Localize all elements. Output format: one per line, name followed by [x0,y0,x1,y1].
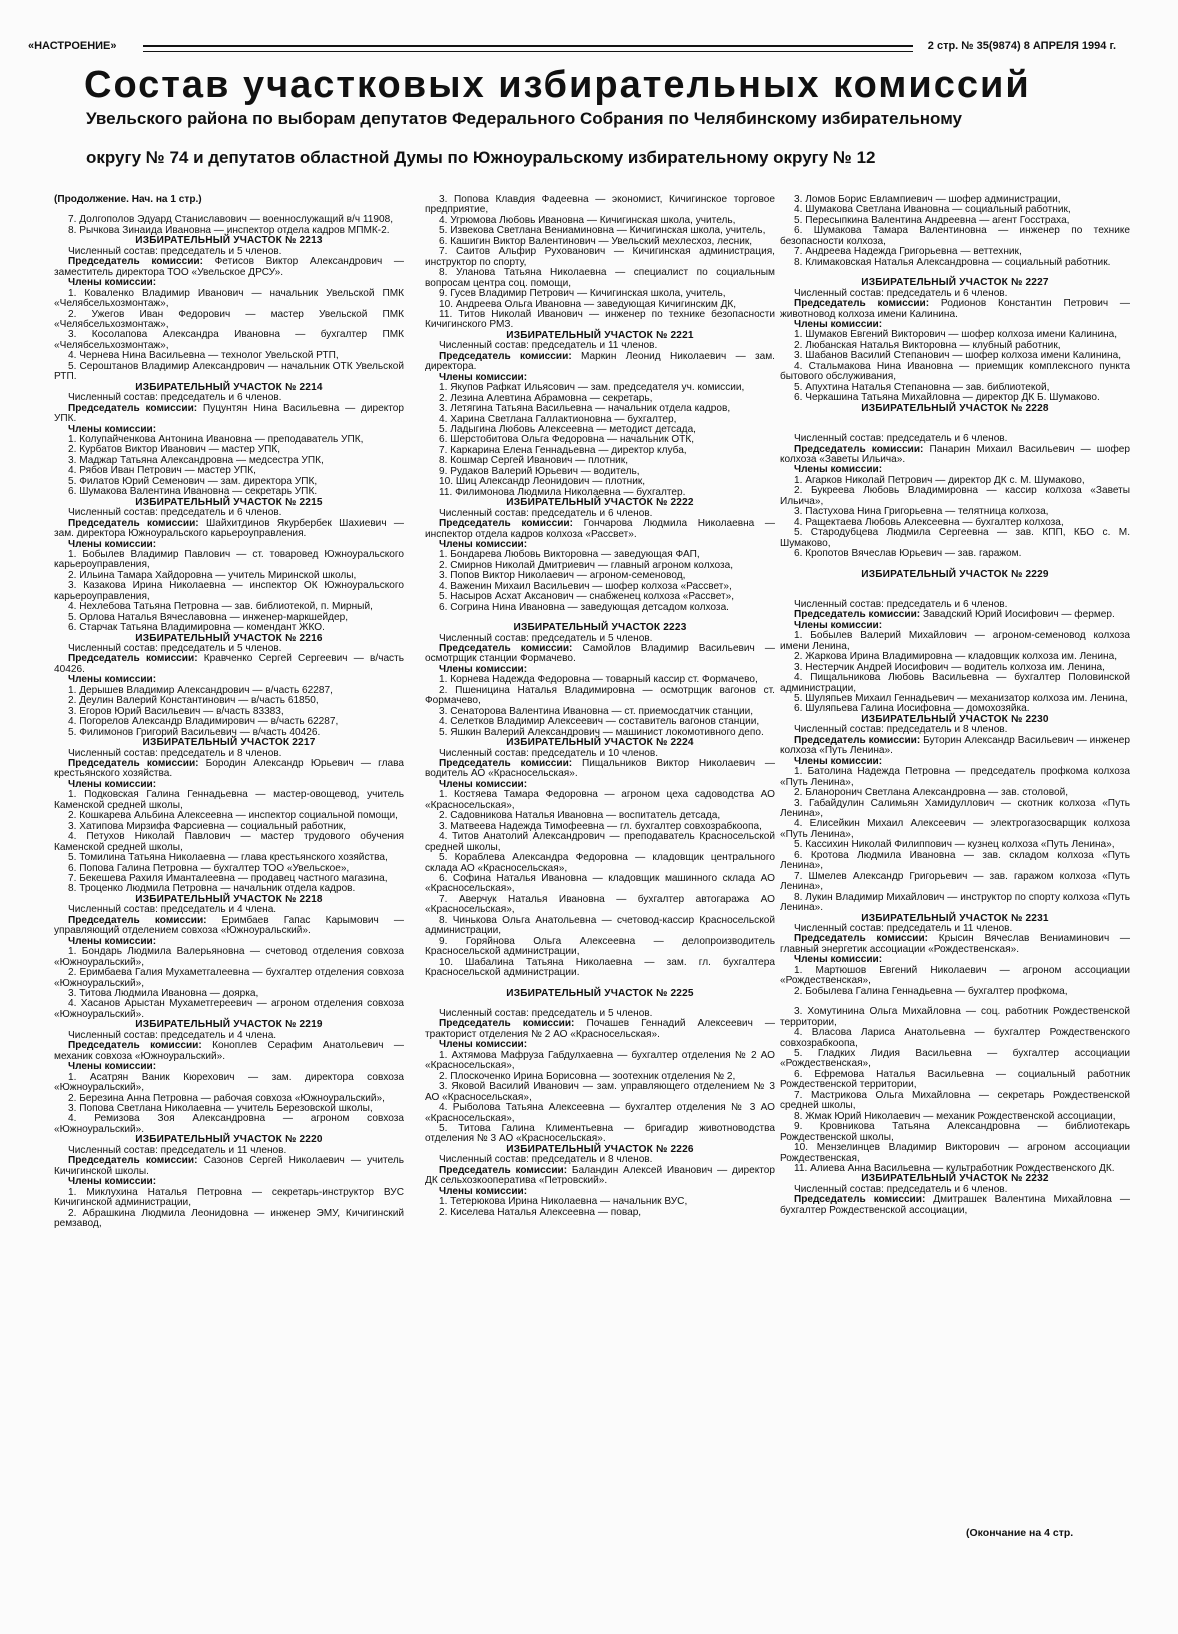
member-entry: 2. Пшеницина Наталья Владимировна — осмотрщик вагонов ст. Формачево, [425,684,775,707]
ending-note: (Окончание на 4 стр. [966,1527,1074,1539]
member-entry: 8. Климаковская Наталья Александровна — социальный работник. [794,256,1111,268]
role-label: Члены комиссии: [68,778,157,790]
member-entry: 3. Сенаторова Валентина Ивановна — ст. приемосдатчик станции, [439,705,754,717]
article-subtitle-line-1: Увельского района по выборам депутатов Федерального Собрания по Челябинскому избирательному [86,109,962,128]
role-label: Председатель комиссии: [794,609,921,621]
member-entry: 3. Попов Виктор Николаевич — агроном-семеновод, [439,570,686,582]
member-entry: 6. Шумакова Тамара Валентиновна — инженер по технике безопасности колхоза, [780,225,1130,247]
precinct-heading: ИЗБИРАТЕЛЬНЫЙ УЧАСТОК № 2220 [135,1134,323,1146]
precinct-heading: ИЗБИРАТЕЛЬНЫЙ УЧАСТОК № 2218 [135,893,323,905]
member-entry: Численный состав: председатель и 8 членов. [68,747,282,759]
member-entry: 4. Власова Лариса Анатольевна — бухгалтер Рождественского совхозрабкоопа, [780,1027,1130,1049]
member-entry: 10. Андреева Ольга Ивановна — заведующая Кичигинским ДК, [439,298,737,310]
member-entry: 4. Ращектаева Любовь Алексеевна — бухгалтер колхоза, [794,516,1064,528]
precinct-heading: ИЗБИРАТЕЛЬНЫЙ УЧАСТОК № 2228 [861,402,1049,414]
role-label: Председатель комиссии: [68,653,198,665]
member-entry: 6. Кашигин Виктор Валентинович — Увельский мехлесхоз, лесник, [439,235,753,247]
member-entry: 2. Садовникова Наталья Ивановна — воспитатель детсада, [439,810,721,822]
member-entry: 4. Елисейкин Михаил Алексеевич — электрогазосварщик колхоза «Путь Ленина», [780,818,1130,840]
precinct-heading: ИЗБИРАТЕЛЬНЫЙ УЧАСТОК № 2230 [861,713,1049,725]
commission-role-line: Председатель комиссии: Завадский Юрий Иосифович — фермер. [794,609,1115,621]
member-entry: Численный состав: председатель и 6 членов. [794,433,1008,445]
member-entry: 3. Шабанов Василий Степанович — шофер колхоза имени Калинина, [794,350,1122,362]
member-entry: 3. Летягина Татьяна Васильевна — начальник отдела кадров, [439,403,731,415]
member-entry: 5. Извекова Светлана Вениаминовна — Кичигинская школа, учитель, [439,225,766,237]
member-entry: 9. Рудаков Валерий Юрьевич — водитель, [439,465,640,477]
role-label: Председатель комиссии: [439,1164,568,1176]
member-entry: 8. Жмак Юрий Николаевич — механик Рождественской ассоциации, [794,1110,1116,1122]
member-entry: 4. Чернева Нина Васильевна — технолог Увельской РТП, [68,350,339,362]
member-entry: 4. Ремизова Зоя Александровна — агроном совхоза «Южноуральский». [54,1113,404,1135]
member-entry: Численный состав: председатель и 5 членов. [68,643,282,655]
member-entry: 5. Орлова Наталья Вячеславовна — инженер-маркшейдер, [68,611,349,623]
member-entry: 5. Пересыпкина Валентина Андреевна — агент Госстраха, [794,214,1070,226]
member-entry: 4. Хасанов Арыстан Мухаметгереевич — агроном отделения совхоза «Южноуральский». [54,998,404,1020]
precinct-heading: ИЗБИРАТЕЛЬНЫЙ УЧАСТОК № 2227 [861,277,1049,289]
precinct-heading: ИЗБИРАТЕЛЬНЫЙ УЧАСТОК № 2219 [135,1019,323,1031]
text-column-3 [780,195,1130,1216]
member-entry: 3. Казакова Ирина Николаевна — инспектор ОК Южноуральского карьероуправления, [54,580,404,602]
role-label: Председатель комиссии: [439,350,572,362]
member-entry: 3. Яковой Василий Иванович — зам. управляющего отделением № 3 АО «Красносельская», [425,1081,775,1103]
member-entry: 1. Якупов Рафкат Ильясович — зам. председателя уч. комиссии, [439,382,745,394]
member-entry: Численный состав: председатель и 11 членов. [439,340,658,352]
member-entry: Численный состав: председатель и 5 членов. [439,632,653,644]
member-entry: 4. Пищальникова Любовь Васильевна — бухгалтер Половинской администрации, [780,672,1130,694]
member-entry: 8. Троценко Людмила Петровна — начальник отдела кадров. [68,883,356,895]
commission-role-line: Председатель комиссии: Коноплев Серафим Анатольевич — механик совхоза «Южноуральский». [54,1040,404,1062]
member-entry: 4. Угрюмова Любовь Ивановна — Кичигинская школа, учитель, [439,214,736,226]
precinct-heading: ИЗБИРАТЕЛЬНЫЙ УЧАСТОК № 2214 [135,381,323,393]
member-entry: 2. Бобылева Галина Геннадьевна — бухгалтер профкома, [794,985,1068,997]
commission-role-line: Председатель комиссии: Гончарова Людмила Николаевна — инспектор отдела кадров колхоза «Рассвет». [425,518,775,540]
member-entry: Численный состав: председатель и 10 членов. [439,747,659,759]
member-entry: Численный состав: председатель и 5 членов. [439,1007,653,1019]
precinct-heading: ИЗБИРАТЕЛЬНЫЙ УЧАСТОК № 2222 [506,497,694,509]
member-entry: 7. Мастрикова Ольга Михайловна — секретарь Рождественской средней школы, [780,1089,1130,1112]
member-entry: 5. Насыров Асхат Аксанович — снабженец колхоза «Рассвет», [439,591,735,603]
member-entry: 5. Титова Галина Климентьевна — бригадир животноводства отделения № 3 АО «Красносельская». [425,1122,775,1145]
precinct-heading: ИЗБИРАТЕЛЬНЫЙ УЧАСТОК № 2221 [506,329,694,341]
member-entry: 2. Букреева Любовь Владимировна — кассир колхоза «Заветы Ильича», [780,485,1130,507]
role-label: Председатель комиссии: [439,643,573,655]
member-entry: 1. Коваленко Владимир Иванович — начальник Увельской ПМК «Челябсельхозмонтаж», [54,287,404,310]
role-label: Председатель комиссии: [794,443,924,455]
commission-role-line: Председатель комиссии: Фетисов Виктор Александрович — заместитель директора ТОО «Увельское ДРСУ». [54,256,404,278]
member-entry: 2. Ильина Тамара Хайдоровна — учитель Миринской школы, [68,569,357,581]
member-entry: Численный состав: председатель и 11 членов. [68,1144,287,1156]
member-entry: 5. Шуляпьев Михаил Геннадьевич — механизатор колхоза им. Ленина, [794,693,1128,705]
member-entry: 8. Кошмар Сергей Иванович — плотник, [439,455,629,467]
member-entry: 2. Смирнов Николай Дмитриевич — главный агроном колхоза, [439,559,734,571]
newspaper-header [28,40,1128,54]
commission-role-line: Председатель комиссии: Самойлов Владимир Васильевич — осмотрщик станции Формачево. [425,643,775,665]
member-entry: 11. Алиева Анна Васильевна — культработник Рождественского ДК. [794,1162,1115,1174]
member-entry: 1. Асатрян Ваник Кюрехович — зам. директора совхоза «Южноуральский», [54,1071,404,1094]
commission-role-line: Председатель комиссии: Буторин Александр Васильевич — инженер колхоза «Путь Ленина». [780,734,1130,757]
member-entry: 3. Пастухова Нина Григорьевна — телятница колхоза, [794,506,1049,518]
precinct-heading: ИЗБИРАТЕЛЬНЫЙ УЧАСТОК № 2213 [135,235,323,247]
commission-role-line: Председатель комиссии: Родионов Константин Петрович — животновод колхоза имени Калинина. [780,298,1130,320]
member-entry: Численный состав: председатель и 8 членов. [439,1154,653,1166]
member-entry: 9. Кровникова Татьяна Александровна — библиотекарь Рождественской школы, [780,1121,1130,1143]
precinct-heading: ИЗБИРАТЕЛЬНЫЙ УЧАСТОК № 2225 [506,987,694,999]
member-entry: 5. Апухтина Наталья Степановна — зав. библиотекой, [794,381,1050,393]
role-label: Председатель комиссии: [68,517,199,529]
precinct-heading: ИЗБИРАТЕЛЬНЫЙ УЧАСТОК № 2226 [506,1143,694,1155]
member-entry: 5. Яшкин Валерий Александрович — машинист локомотивного депо. [439,726,764,738]
member-entry: 3. Нестерчик Андрей Иосифович — водитель колхоза им. Ленина, [794,661,1105,673]
article-subtitle-line-2: округу № 74 и депутатов областной Думы по Южноуральскому избирательному округу № 12 [86,148,876,167]
member-entry: 4. Шумакова Светлана Ивановна — социальный работник, [794,204,1071,216]
member-entry: Численный состав: председатель и 11 членов. [794,923,1013,934]
member-entry: 1. Дерышев Владимир Александрович — в/часть 62287, [68,684,333,696]
role-label: Члены комиссии: [68,423,157,435]
role-label: Председатель комиссии: [68,1155,198,1167]
member-entry: 4. Харина Светлана Галлактионовна — бухгалтер, [439,413,677,425]
member-entry: 1. Колупайченкова Антонина Ивановна — преподаватель УПК, [68,433,364,445]
member-entry: 1. Тетерюкова Ирина Николаевна — начальник ВУС, [439,1196,688,1208]
commission-role-line: Председатель комиссии: Дмитрашек Валентина Михайловна — бухгалтер Рождественской ассоциации, [780,1194,1130,1216]
member-entry: 2. Ужегов Иван Федорович — мастер Увельской ПМК «Челябсельхозмонтаж», [54,308,404,330]
precinct-heading: ИЗБИРАТЕЛЬНЫЙ УЧАСТОК 2223 [513,622,687,634]
commission-role-line: Председатель комиссии: Шайхитдинов Якурбербек Шахиевич — зам. директора Южноуральского карьероуправления. [54,517,404,540]
member-entry: Численный состав: председатель и 6 членов. [794,1183,1008,1195]
role-label: Члены комиссии: [68,277,157,289]
member-entry: 5. Филатов Юрий Семенович — зам. директора УПК, [68,475,318,487]
role-label: Члены комиссии: [794,464,883,476]
member-entry: 1. Костяева Тамара Федоровна — агроном цеха садоводства АО «Красносельская», [425,789,775,811]
role-label: Члены комиссии: [68,538,157,550]
member-entry: 5. Филимонов Григорий Васильевич — в/часть 40426. [68,726,321,738]
role-label: Председатель комиссии: [68,1040,202,1052]
role-label: Члены комиссии: [794,954,883,966]
article-title: Состав участковых избирательных комиссий [84,64,1031,106]
member-entry: Численный состав: председатель и 6 членов. [68,392,282,404]
member-entry: Численный состав: председатель и 5 членов. [68,245,282,257]
commission-role-line: Председатель комиссии: Крысин Вячеслав Вениаминович — главный энергетик ассоциации «Рождественская». [780,933,1130,955]
member-entry: 6. Софина Наталья Ивановна — кладовщик машинного склада АО «Красносельская», [425,873,775,895]
member-entry: 11. Филимонова Людмила Николаевна — бухгалтер. [439,486,686,498]
member-entry: 2. Жаркова Ирина Владимировна — кладовщик колхоза им. Ленина, [794,651,1117,663]
member-entry: 1. Мартюшов Евгений Николаевич — агроном ассоциации «Рождественская», [780,964,1130,987]
role-label: Члены комиссии: [439,538,528,550]
role-label: Председатель комиссии: [68,914,207,926]
role-label: Члены комиссии: [794,318,883,330]
member-entry: 1. Бобылев Валерий Михайлович — агроном-семеновод колхоза имени Ленина, [780,630,1130,652]
precinct-heading: ИЗБИРАТЕЛЬНЫЙ УЧАСТОК № 2232 [861,1173,1049,1185]
member-entry: 2. Абрашкина Людмила Леонидовна — инженер ЭМУ, Кичигинский ремзавод, [54,1207,404,1229]
precinct-heading: ИЗБИРАТЕЛЬНЫЙ УЧАСТОК № 2215 [135,496,323,508]
member-entry: 7. Саитов Альфир Рухованович — Кичигинская администрация, инструктор по спорту, [425,246,775,268]
role-label: Председатель комиссии: [439,518,573,530]
role-label: Председатель комиссии: [68,758,199,770]
role-label: Председатель комиссии: [68,402,198,414]
member-entry: 1. Бобылев Владимир Павлович — ст. товаровед Южноуральского карьероуправления, [54,548,404,571]
commission-role-line: Председатель комиссии: Пищальников Виктор Николаевич — водитель АО «Красносельская». [425,758,775,780]
commission-role-line: Председатель комиссии: Панарин Михаил Васильевич — шофер колхоза «Заветы Ильича». [780,443,1130,465]
member-entry: 3. Егоров Юрий Васильевич — в/часть 83383, [68,705,284,717]
member-entry: 5. Кассихин Николай Филиппович — кузнец колхоза «Путь Ленина», [794,839,1115,851]
member-entry: 6. Черкашина Татьяна Михайловна — директор ДК Б. Шумаково. [794,392,1100,404]
commission-role-line: Председатель комиссии: Кравченко Сергей Сергеевич — в/часть 40426. [54,653,404,675]
commission-role-line: Председатель комиссии: Баландин Алексей Иванович — директор ДК сельхозкооператива «Петровский». [425,1164,775,1187]
text-column-1 [54,195,404,1229]
member-entry: 9. Горяйнова Ольга Алексеевна — делопроизводитель Красносельской администрации, [425,935,775,958]
spacer [780,560,1130,570]
member-entry: 3. Попова Клавдия Фадеевна — экономист, Кичигинское торговое предприятие, [425,194,775,216]
role-label: Члены комиссии: [68,1176,157,1188]
spacer [780,414,1130,424]
member-entry: 2. Еримбаева Галия Мухаметгалеевна — бухгалтер отделения совхоза «Южноуральский», [54,967,404,989]
commission-role-line: Председатель комиссии: Пуцунтян Нина Васильевна — директор УПК. [54,402,404,425]
member-entry: 4. Петухов Николай Павлович — мастер трудового обучения Каменской средней школы, [54,831,404,853]
member-entry: 4. Рыболова Татьяна Алексеевна — бухгалтер отделения № 3 АО «Красносельская», [425,1102,775,1124]
role-label: Председатель комиссии: [794,933,929,945]
member-entry: 3. Маджар Татьяна Александровна — медсестра УПК, [68,454,324,466]
precinct-heading: ИЗБИРАТЕЛЬНЫЙ УЧАСТОК № 2231 [861,912,1049,924]
member-entry: Численный состав: председатель и 6 членов. [794,287,1008,299]
precinct-heading: ИЗБИРАТЕЛЬНЫЙ УЧАСТОК 2217 [142,737,316,749]
member-entry: 8. Уланова Татьяна Николаевна — специалист по социальным вопросам центра соц. помощи, [425,267,775,289]
member-entry: 1. Батолина Надежда Петровна — председатель профкома колхоза «Путь Ленина», [780,766,1130,788]
member-entry: 1. Подковская Галина Геннадьевна — мастер-овощевод, учитель Каменской средней школы, [54,789,404,811]
member-entry: 3. Ломов Борис Евлампиевич — шофер администрации, [794,194,1061,205]
member-entry: 7. Андреева Надежда Григорьевна — веттехник, [794,246,1022,258]
member-entry: 7. Каркарина Елена Геннадьевна — директор клуба, [439,444,687,456]
member-entry: Численный состав: председатель и 6 членов. [439,507,653,519]
member-entry: 5. Стародубцева Людмила Сергеевна — зав. КПП, КБО с. М. Шумаково, [780,527,1130,549]
member-entry: 6. Шуляпьева Галина Иосифовна — домохозяйка. [794,703,1030,715]
member-entry: 5. Гладких Лидия Васильевна — бухгалтер ассоциации «Рождественская», [780,1047,1130,1070]
member-entry: 2. Курбатов Виктор Иванович — мастер УПК, [68,444,281,456]
role-label: Члены комиссии: [439,1039,528,1051]
member-entry: 5. Томилина Татьяна Николаевна — глава крестьянского хозяйства, [68,852,388,864]
member-entry: 1. Бондарь Людмила Валерьяновна — счетовод отделения совхоза «Южноуральский», [54,946,404,968]
member-entry: 5. Кораблева Александра Федоровна — кладовщик центрального склада АО «Красносельская», [425,852,775,874]
member-entry: 4. Титов Анатолий Александрович — преподаватель Красносельской средней школы, [425,831,775,853]
member-entry: Численный состав: председатель и 6 членов. [794,598,1008,610]
role-label: Члены комиссии: [439,1185,528,1197]
member-entry: 5. Сероштанов Владимир Александрович — начальник ОТК Увельской РТП. [54,360,404,383]
member-entry: 2. Киселева Наталья Алексеевна — повар, [439,1206,642,1218]
member-entry: 6. Согрина Нина Ивановна — заведующая детсадом колхоза. [439,601,729,613]
member-entry: 2. Деулин Валерий Константинович — в/часть 61850, [68,695,319,707]
role-label: Члены комиссии: [439,778,528,790]
member-entry: 6. Ефремова Наталья Васильевна — социальный работник Рождественской территории, [780,1068,1130,1091]
role-label: Члены комиссии: [68,935,157,947]
precinct-heading: ИЗБИРАТЕЛЬНЫЙ УЧАСТОК № 2224 [506,737,694,749]
member-entry: 3. Хомутинина Ольга Михайловна — соц. работник Рождественской территории, [780,1006,1130,1028]
member-entry: 1. Бондарева Любовь Викторовна — заведующая ФАП, [439,549,700,561]
member-entry: 3. Попова Светлана Николаевна — учитель Березовской школы, [68,1102,373,1114]
member-entry: 1. Ахтямова Мафруза Габдулхаевна — бухгалтер отделения № 2 АО «Красносельская», [425,1049,775,1072]
role-label: Председатель комиссии: [794,298,930,310]
member-entry: 6. Кропотов Вячеслав Юрьевич — зав. гаражом. [794,548,1022,560]
role-label: Члены комиссии: [794,755,883,767]
commission-role-line: Председатель комиссии: Бородин Александр Юрьевич — глава крестьянского хозяйства. [54,758,404,780]
member-entry: 6. Кротова Людмила Ивановна — зав. складом колхоза «Путь Ленина», [780,849,1130,872]
header-rule [143,45,913,52]
member-entry: 2. Бланоронич Светлана Александровна — зав. столовой, [794,787,1069,799]
member-entry: 6. Старчак Татьяна Владимировна — комендант ЖКО. [68,622,325,634]
member-entry: 4. Селетков Владимир Алексеевич — составитель вагонов станции, [439,716,760,728]
role-label: Председатель комиссии: [794,1194,926,1206]
member-entry: 8. Лукин Владимир Михайлович — инструктор по спорту колхоза «Путь Ленина». [780,891,1130,914]
member-entry: 4. Рябов Иван Петрович — мастер УПК, [68,465,256,477]
member-entry: 4. Стальмакова Нина Ивановна — приемщик комплексного пункта бытового обслуживания, [780,360,1130,383]
role-label: Председатель комиссии: [439,1018,575,1030]
commission-role-line: Председатель комиссии: Сазонов Сергей Николаевич — учитель Кичигинской школы. [54,1155,404,1177]
role-label: Члены комиссии: [68,674,157,686]
member-entry: 8. Рычкова Зинаида Ивановна — инспектор отдела кадров МПМК-2. [68,224,390,236]
role-label: Председатель комиссии: [68,256,203,268]
member-entry: 8. Чинькова Ольга Анатольевна — счетовод-кассир Красносельской администрации, [425,914,775,937]
member-entry: 7. Долгополов Эдуард Станиславович — военнослужащий в/ч 11908, [68,214,394,226]
member-entry: Численный состав: председатель и 4 члена. [68,904,277,916]
member-entry: 6. Попова Галина Петровна — бухгалтер ТОО «Увельское», [68,862,350,874]
member-entry: 7. Аверчук Наталья Ивановна — бухгалтер автогаража АО «Красносельская», [425,893,775,916]
member-entry: 2. Лезина Алевтина Абрамовна — секретарь, [439,392,653,404]
member-entry: 2. Любанская Наталья Викторовна — клубный работник, [794,339,1061,351]
member-entry: Численный состав: председатель и 4 члена. [68,1029,277,1041]
issue-info: 2 стр. № 35(9874) 8 АПРЕЛЯ 1994 г. [927,40,1116,52]
member-entry: 11. Титов Николай Иванович — инженер по технике безопасности Кичигинского РМЗ. [425,308,775,331]
role-label: Члены комиссии: [439,371,528,383]
spacer [780,580,1130,590]
member-entry: 3. Титова Людмила Ивановна — доярка, [68,987,259,999]
member-entry: 1. Агарков Николай Петрович — директор ДК с. М. Шумаково, [794,474,1085,486]
member-entry: 2. Березина Анна Петровна — рабочая совхоза «Южноуральский», [68,1092,385,1104]
precinct-heading: ИЗБИРАТЕЛЬНЫЙ УЧАСТОК № 2216 [135,632,323,644]
role-label: Председатель комиссии: [794,734,921,746]
commission-role-line: Председатель комиссии: Маркин Леонид Николаевич — зам. директора. [425,350,775,373]
commission-role-line: Председатель комиссии: Еримбаев Гапас Карымович — управляющий отделением совхоза «Южноуральский». [54,914,404,937]
role-label: Члены комиссии: [439,663,528,675]
role-label: Председатель комиссии: [439,758,573,770]
member-entry: 10. Шиц Александр Леонидович — плотник, [439,476,646,488]
continuation-note: (Продолжение. Нач. на 1 стр.) [54,194,202,205]
commission-role-line: Председатель комиссии: Почашев Геннадий Алексеевич — тракторист отделения № 2 АО «Красносельская». [425,1018,775,1040]
member-entry: 6. Шумакова Валентина Ивановна — секретарь УПК. [68,486,318,498]
member-entry: 7. Шмелев Александр Григорьевич — зав. гаражом колхоза «Путь Ленина», [780,870,1130,893]
member-entry: 4. Нехлебова Татьяна Петровна — зав. библиотекой, п. Мирный, [68,601,373,613]
member-entry: 10. Шабалина Татьяна Николаевна — зам. гл. бухгалтера Красносельской администрации. [425,956,775,979]
member-entry: 1. Корнева Надежда Федоровна — товарный кассир ст. Формачево, [439,674,758,686]
member-entry: Численный состав: председатель и 6 членов. [68,507,282,519]
member-entry: 4. Важенин Михаил Васильевич — шофер колхоза «Рассвет», [439,580,732,592]
member-entry: 7. Бекешева Рахиля Иманталеевна — продавец частного магазина, [68,873,388,884]
member-entry: 3. Габайдулин Салимьян Хамидуллович — скотник колхоза «Путь Ленина», [780,797,1130,820]
role-label: Члены комиссии: [794,619,883,631]
precinct-heading: ИЗБИРАТЕЛЬНЫЙ УЧАСТОК № 2229 [861,568,1049,580]
role-label: Члены комиссии: [68,1061,157,1073]
member-entry: 10. Мензелинцев Владимир Викторович — агроном ассоциации Рождественская, [780,1142,1130,1164]
member-entry: Численный состав: председатель и 8 членов. [794,724,1008,736]
member-entry: 3. Хатипова Мирзифа Фарсиевна — социальный работник, [68,820,347,832]
member-entry: 3. Матвеева Надежда Тимофеевна — гл. бухгалтер совхозрабкоопа, [439,820,762,832]
member-entry: 2. Кошкарева Альбина Алексеевна — инспектор социальной помощи, [68,810,398,822]
member-entry: 1. Шумаков Евгений Викторович — шофер колхоза имени Калинина, [794,329,1118,341]
text-column-2 [425,195,775,1218]
newspaper-name: «НАСТРОЕНИЕ» [28,40,117,52]
member-entry: 4. Погорелов Александр Владимирович — в/часть 62287, [68,716,339,728]
member-entry: 5. Ладыгина Любовь Алексеевна — методист детсада, [439,423,696,435]
member-entry: 9. Гусев Владимир Петрович — Кичигинская школа, учитель, [439,288,726,300]
member-entry: 6. Шерстобитова Ольга Федоровна — начальник ОТК, [439,434,695,446]
member-entry: 3. Косолапова Александра Ивановна — бухгалтер ПМК «Челябсельхозмонтаж», [54,329,404,351]
member-entry: 2. Плоскоченко Ирина Борисовна — зоотехник отделения № 2, [439,1070,736,1082]
member-entry: 1. Миклухина Наталья Петровна — секретарь-инструктор ВУС Кичигинской администрации, [54,1186,404,1209]
